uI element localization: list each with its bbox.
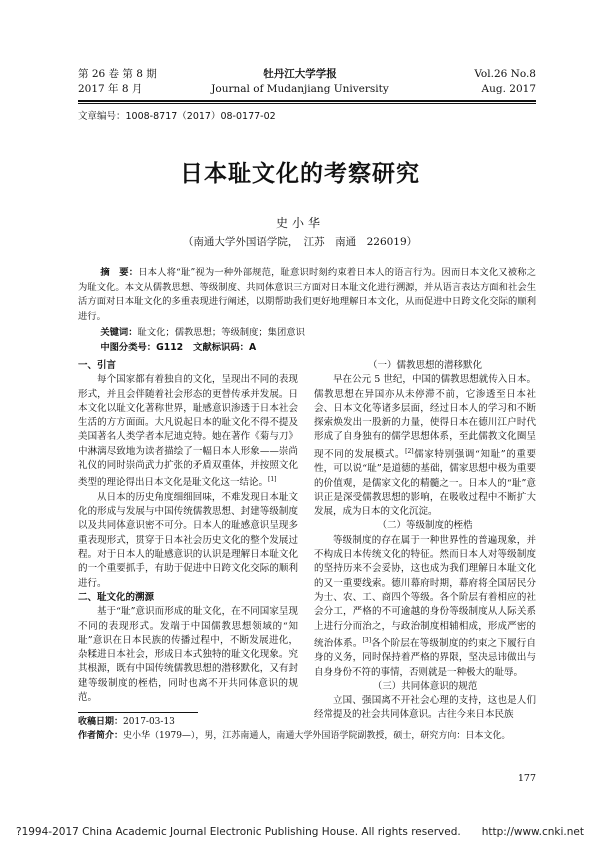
author-affiliation: （南通大学外国语学院， 江苏 南通 226019） bbox=[182, 236, 418, 248]
keywords bbox=[78, 326, 536, 341]
abstract bbox=[78, 266, 536, 324]
header-rule-bottom bbox=[78, 103, 536, 104]
citation-ref: [2] bbox=[405, 447, 414, 455]
clc-label: 中图分类号： bbox=[100, 342, 157, 353]
author-name: 史小华 bbox=[275, 216, 324, 230]
paragraph: 立国、强国离不开社会心理的支持，这也是人们经常提及的社会共同体意识。古往今来日本民族 bbox=[314, 695, 536, 721]
keywords-text: 耻文化；儒教思想；等级制度；集团意识 bbox=[137, 327, 305, 338]
author-bio bbox=[78, 730, 534, 743]
received-value: 2017-03-13 bbox=[123, 717, 175, 727]
doc-code-label: 文献标识码： bbox=[193, 342, 249, 353]
bio-text: 史小华（1979—），男，江苏南通人，南通大学外国语学院副教授，硕士，研究方向：日本文化。 bbox=[123, 731, 511, 741]
paragraph bbox=[314, 534, 536, 680]
section-heading-origin: 二、耻文化的溯源 bbox=[78, 591, 155, 603]
copyright-notice: ?1994-2017 China Academic Journal Electronic Publishing House. All rights reserved. http://www.cnki.net bbox=[16, 826, 584, 838]
classification-line bbox=[78, 341, 536, 356]
footnote-divider bbox=[78, 712, 198, 713]
doc-code-value: A bbox=[248, 342, 257, 353]
received-label: 收稿日期： bbox=[78, 717, 124, 727]
header-rule-top bbox=[78, 100, 536, 102]
volume-issue: 第 26 卷 第 8 期 bbox=[78, 68, 157, 80]
body-column-left bbox=[78, 359, 298, 705]
clc-value: G112 bbox=[156, 342, 184, 353]
paragraph-text: 等级制度的存在属于一种世界性的普遍现象，并不构成日本传统文化的特征。然而日本人对等级制度的坚持历来不会妥协，这也成为我们理解日本耻文化的又一重要线索。德川幕府时期，幕府将全国居民分为士、农、工、商四个等级。各个阶层有着相应的社会分工，严格的不可逾越的身份等级制度从人际关系上进行分而治之，与政治制度相辅相成，形成严密的统治体系。 bbox=[314, 534, 536, 649]
paragraph-text: 每个国家都有着独自的文化，呈现出不同的表现形式，并且会伴随着社会形态的更替传承并发展。日本文化以耻文化著称世界，耻感意识渗透于日本社会生活的方方面面。大凡说起日本的耻文化不得不提及美国著名人类学者本尼迪克特。她在著作《菊与刀》中淋漓尽致地为读者描绘了一幅日本人形象——崇尚礼仪的同时崇尚武力扩张的矛盾双重体，并按照文化类型的理论得出日本文化是耻文化这一结论。 bbox=[78, 374, 298, 489]
subsection-heading: （一）儒教思想的潜移默化 bbox=[367, 360, 482, 371]
article-number: 文章编号：1008-8717（2017）08-0177-02 bbox=[78, 111, 276, 122]
paragraph: 从日本的历史角度细细回味，不难发现日本耻文化的形成与发展与中国传统儒教思想、封建等级制度以及共同体意识密不可分。日本人的耻感意识呈现多重表现形式，贯穿于日本社会历史文化的整个发展过程。对于日本人的耻感意识的认识是理解日本耻文化的一个重要抓手，有助于促进中日跨文化交际的顺利进行。 bbox=[78, 491, 298, 589]
paragraph-text: 早在公元 5 世纪，中国的儒教思想就传入日本。儒教思想在异国亦从未停滞不前，它渗透至日本社会、日本文化等诸多层面，经过日本人的学习和不断探索焕发出一股新的力量，使得日本在德川江户时代形成了自身独有的儒学思想体系，至此儒教文化圈呈现不同的发展模式。 bbox=[314, 374, 536, 460]
paragraph: 基于“耻”意识而形成的耻文化，在不同国家呈现不同的表现形式。发端于中国儒教思想领域的“知耻”意识在日本民族的传播过程中，不断发展进化，杂糅进日本社会，形成日本式独特的耻文化现象。究其根源，既有中国传统儒教思想的潜移默化，又有封建等级制度的桎梏，同时也离不开共同体意识的规范。 bbox=[78, 606, 298, 703]
received-date bbox=[78, 716, 536, 729]
keywords-label: 关键词： bbox=[100, 327, 138, 338]
page-number: 177 bbox=[517, 773, 536, 784]
subsection-heading: （二）等级制度的桎梏 bbox=[377, 520, 473, 532]
paragraph-text: 儒家特别强调“知耻”的重要性，可以说“耻”是道德的基础，儒家思想中极为重要的价值观，是儒家文化的精髓之一。日本人的“耻”意识正是深受儒教思想的影响，在吸收过程中不断扩大发展，成为日本的文化沉淀。 bbox=[314, 448, 536, 518]
journal-name-cn: 牡丹江大学学报 bbox=[263, 68, 337, 80]
volume-number-en: Vol.26 No.8 bbox=[474, 68, 536, 80]
paragraph bbox=[314, 373, 536, 519]
bio-label: 作者简介： bbox=[78, 731, 124, 741]
citation-ref: [1] bbox=[268, 476, 277, 484]
paragraph bbox=[78, 373, 298, 491]
section-heading-intro: 一、引言 bbox=[78, 360, 117, 371]
abstract-text: 日本人将“耻”视为一种外部规范，耻意识时刻约束着日本人的语言行为。因而日本文化又被称之为耻文化。本文从儒教思想、等级制度、共同体意识三方面对日本耻文化进行溯源，并从语言表达方面和社会生活方面对日本耻文化的多重表现进行阐述，以期帮助我们更好地理解日本文化，从而促进中日跨文化交际的顺利进行。 bbox=[78, 267, 536, 322]
abstract-label: 摘 要： bbox=[100, 267, 139, 278]
journal-name-en: Journal of Mudanjiang University bbox=[211, 83, 389, 95]
issue-date-en: Aug. 2017 bbox=[481, 83, 536, 95]
page-title: 日本耻文化的考察研究 bbox=[180, 161, 420, 187]
citation-ref: [3] bbox=[362, 636, 372, 644]
body-column-right bbox=[314, 359, 536, 723]
paragraph-text: 各个阶层在等级制度的约束之下履行自身的义务，同时保持着严格的界限，坚决忌讳做出与自身身份不符的事情，否则就是一种极大的耻辱。 bbox=[314, 637, 536, 678]
subsection-heading: （三）共同体意识的规范 bbox=[372, 680, 478, 692]
issue-date: 2017 年 8 月 bbox=[78, 83, 143, 95]
